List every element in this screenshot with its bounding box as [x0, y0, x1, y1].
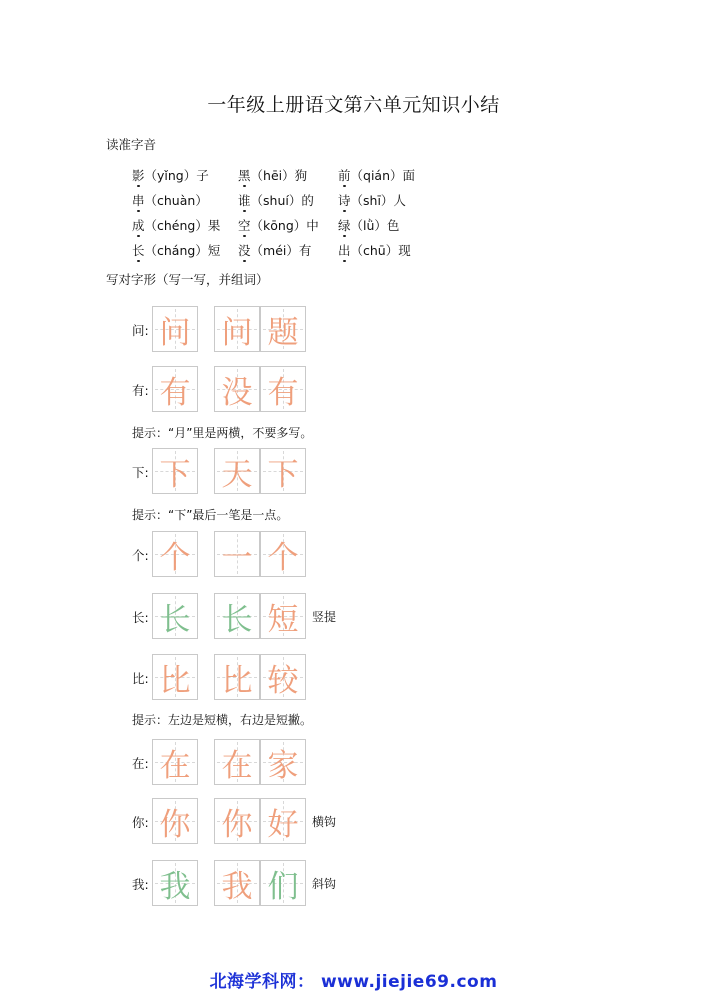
writing-grid-word-1[interactable]	[214, 654, 260, 700]
pinyin-text: （cháng）短	[144, 243, 221, 258]
character-label: 有:	[132, 383, 149, 398]
dotted-character: 影	[132, 168, 145, 183]
pinyin-item	[338, 166, 415, 184]
tracing-character: 长	[159, 601, 191, 638]
pinyin-item	[132, 191, 208, 209]
writing-grid-word-1[interactable]	[214, 798, 260, 844]
tracing-character: 家	[267, 747, 299, 784]
tracing-character: 比	[221, 662, 253, 699]
tracing-character: 你	[221, 806, 253, 843]
pinyin-item	[132, 241, 220, 259]
writing-grid-word-2[interactable]	[260, 593, 306, 639]
pinyin-item	[338, 241, 411, 259]
pinyin-text: （kōng）中	[250, 218, 319, 233]
tracing-character: 一	[221, 539, 253, 576]
dotted-character: 成	[132, 218, 145, 233]
writing-grid-single[interactable]	[152, 654, 198, 700]
pinyin-item	[338, 191, 406, 209]
stroke-note: 斜钩	[312, 877, 337, 891]
writing-grid-word-2[interactable]	[260, 448, 306, 494]
dotted-character: 绿	[338, 218, 351, 233]
pinyin-text: （hēi）狗	[250, 168, 308, 183]
writing-grid-word-2[interactable]	[260, 306, 306, 352]
dotted-character: 没	[238, 243, 251, 258]
dotted-character: 出	[338, 243, 351, 258]
tracing-character: 你	[159, 806, 191, 843]
tracing-character: 在	[159, 747, 191, 784]
character-label: 问:	[132, 323, 149, 338]
pinyin-item	[132, 166, 209, 184]
tracing-character: 有	[159, 374, 191, 411]
pinyin-text: （shī）人	[350, 193, 406, 208]
tracing-character: 个	[159, 539, 191, 576]
pinyin-item	[338, 216, 399, 234]
tracing-character: 题	[267, 314, 299, 351]
character-label: 个:	[132, 548, 149, 563]
writing-grid-single[interactable]	[152, 798, 198, 844]
tracing-character: 有	[267, 374, 299, 411]
tracing-character: 没	[221, 374, 253, 411]
writing-grid-word-2[interactable]	[260, 366, 306, 412]
writing-grid-word-1[interactable]	[214, 593, 260, 639]
pinyin-item	[132, 216, 220, 234]
dotted-character: 诗	[338, 193, 351, 208]
dotted-character: 前	[338, 168, 351, 183]
dotted-character: 黑	[238, 168, 251, 183]
dotted-character: 长	[132, 243, 145, 258]
hint-bi: 提示：左边是短横，右边是短撇。	[132, 713, 313, 727]
tracing-character: 在	[221, 747, 253, 784]
writing-grid-word-1[interactable]	[214, 306, 260, 352]
tracing-character: 个	[267, 539, 299, 576]
tracing-character: 天	[221, 456, 253, 493]
pinyin-text: （chuàn）	[144, 193, 208, 208]
tracing-character: 短	[267, 601, 299, 638]
writing-grid-word-2[interactable]	[260, 531, 306, 577]
pinyin-text: （méi）有	[250, 243, 312, 258]
hint-you: 提示：“月”里是两横，不要多写。	[132, 426, 313, 440]
writing-grid-single[interactable]	[152, 531, 198, 577]
stroke-note: 竖提	[312, 610, 337, 624]
writing-grid-single[interactable]	[152, 306, 198, 352]
pinyin-text: （qián）面	[350, 168, 416, 183]
writing-grid-word-2[interactable]	[260, 739, 306, 785]
pinyin-text: （yǐng）子	[144, 168, 209, 183]
pinyin-text: （shuí）的	[250, 193, 314, 208]
hint-xia: 提示：“下”最后一笔是一点。	[132, 508, 289, 522]
tracing-character: 问	[221, 314, 253, 351]
writing-grid-single[interactable]	[152, 366, 198, 412]
section-heading-reading: 读准字音	[106, 137, 157, 152]
writing-grid-single[interactable]	[152, 739, 198, 785]
tracing-character: 较	[267, 662, 299, 699]
writing-grid-single[interactable]	[152, 593, 198, 639]
stroke-note: 横钩	[312, 815, 337, 829]
dotted-character: 谁	[238, 193, 251, 208]
dotted-character: 空	[238, 218, 251, 233]
pinyin-item	[238, 241, 311, 259]
tracing-character: 长	[221, 601, 253, 638]
dotted-character: 串	[132, 193, 145, 208]
footer-watermark[interactable]: 北海学科网： www.jiejie69.com	[209, 972, 498, 992]
tracing-character: 比	[159, 662, 191, 699]
pinyin-text: （chū）现	[350, 243, 411, 258]
tracing-character: 问	[159, 314, 191, 351]
character-label: 长:	[132, 610, 149, 625]
section-heading-writing: 写对字形（写一写，并组词）	[106, 272, 269, 287]
writing-grid-word-2[interactable]	[260, 798, 306, 844]
page-title: 一年级上册语文第六单元知识小结	[207, 94, 500, 116]
pinyin-item	[238, 166, 307, 184]
pinyin-text: （chéng）果	[144, 218, 221, 233]
writing-grid-word-2[interactable]	[260, 654, 306, 700]
character-label: 比:	[132, 671, 149, 686]
writing-grid-word-1[interactable]	[214, 860, 260, 906]
writing-grid-word-2[interactable]	[260, 860, 306, 906]
character-label: 我:	[132, 877, 149, 892]
writing-grid-word-1[interactable]	[214, 366, 260, 412]
pinyin-item	[238, 216, 319, 234]
character-label: 下:	[132, 465, 149, 480]
writing-grid-word-1[interactable]	[214, 531, 260, 577]
tracing-character: 下	[267, 456, 299, 493]
writing-grid-single[interactable]	[152, 860, 198, 906]
tracing-character: 我	[159, 868, 191, 905]
character-label: 在:	[132, 756, 149, 771]
writing-grid-word-1[interactable]	[214, 448, 260, 494]
tracing-character: 们	[267, 868, 299, 905]
pinyin-text: （lǜ）色	[350, 218, 400, 233]
tracing-character: 我	[221, 868, 253, 905]
writing-grid-word-1[interactable]	[214, 739, 260, 785]
tracing-character: 下	[159, 456, 191, 493]
tracing-character: 好	[267, 806, 299, 843]
character-label: 你:	[132, 815, 149, 830]
pinyin-item	[238, 191, 314, 209]
writing-grid-single[interactable]	[152, 448, 198, 494]
